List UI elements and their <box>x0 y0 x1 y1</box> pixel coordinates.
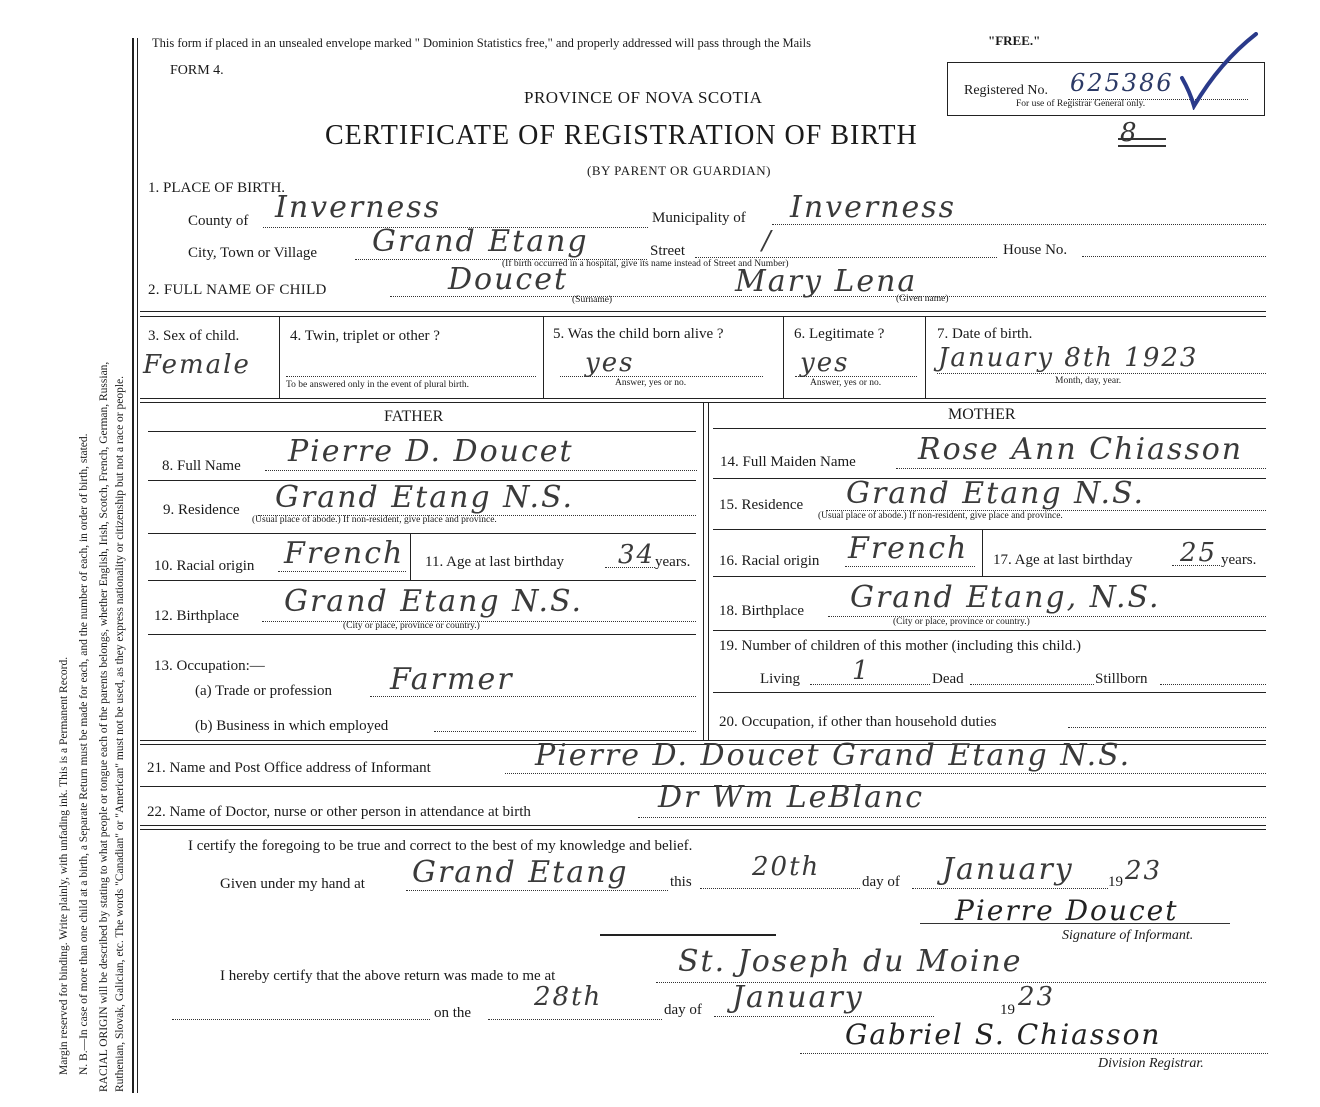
binding-margin <box>0 0 130 1107</box>
city-value: Grand Etang <box>372 224 589 259</box>
twin-note: To be answered only in the event of plural birth. <box>286 380 469 390</box>
mother-birthplace-note: (City or place, province or country.) <box>893 617 1030 627</box>
mother-racial-label: 16. Racial origin <box>719 553 820 569</box>
municipality-label: Municipality of <box>652 210 746 226</box>
on-the-label: on the <box>434 1005 472 1021</box>
given-note: (Given name) <box>896 294 949 304</box>
registrar-statement: I hereby certify that the above return was made to me at <box>220 968 556 984</box>
street-value: / <box>762 226 773 256</box>
father-heading: FATHER <box>384 408 444 425</box>
child-surname: Doucet <box>448 262 569 297</box>
registrar-note: For use of Registrar General only. <box>1016 99 1146 109</box>
city-label: City, Town or Village <box>188 245 318 261</box>
surname-note: (Surname) <box>572 295 613 305</box>
informant-signature: Pierre Doucet <box>955 894 1179 927</box>
mother-occupation-label: 20. Occupation, if other than household duties <box>719 714 997 730</box>
separator-rule <box>600 934 776 936</box>
father-birthplace-note: (City or place, province or country.) <box>343 621 480 631</box>
trade-label: (a) Trade or profession <box>195 683 333 699</box>
registered-label: Registered No. <box>964 83 1048 98</box>
father-name-label: 8. Full Name <box>162 458 241 474</box>
given-place: Grand Etang <box>412 855 629 890</box>
registrar-month: January <box>732 980 864 1015</box>
stillborn-label: Stillborn <box>1095 671 1148 687</box>
given-year-prefix: 19 <box>1108 874 1123 890</box>
certificate-title: CERTIFICATE OF REGISTRATION OF BIRTH <box>325 120 918 151</box>
registrar-signature-label: Division Registrar. <box>1098 1056 1204 1071</box>
father-residence-note: (Usual place of abode.) If non-resident, give place and province. <box>252 515 497 525</box>
hospital-note: (If birth occurred in a hospital, give its name instead of Street and Number) <box>502 259 789 269</box>
dead-label: Dead <box>932 671 964 687</box>
doctor-value: Dr Wm LeBlanc <box>658 780 925 815</box>
legitimate-label: 6. Legitimate ? <box>794 326 885 342</box>
dob-value: January 8th 1923 <box>938 343 1199 373</box>
registrar-signature: Gabriel S. Chiasson <box>845 1018 1162 1051</box>
province-heading: PROVINCE OF NOVA SCOTIA <box>524 88 763 107</box>
father-birthplace-label: 12. Birthplace <box>154 608 239 624</box>
mother-racial-origin: French <box>848 531 969 566</box>
mother-residence-note: (Usual place of abode.) If non-resident, give place and province. <box>818 511 1063 521</box>
father-years-label: years. <box>655 554 691 570</box>
free-label: "FREE." <box>988 33 1041 48</box>
alive-value: yes <box>585 348 635 378</box>
father-racial-origin: French <box>284 536 405 571</box>
dob-label: 7. Date of birth. <box>937 326 1033 342</box>
father-age-label: 11. Age at last birthday <box>425 554 564 570</box>
place-heading: 1. PLACE OF BIRTH. <box>148 180 286 196</box>
father-name: Pierre D. Doucet <box>288 434 574 469</box>
children-count-label: 19. Number of children of this mother (including this child.) <box>719 638 1082 654</box>
margin-note-4: Ruthenian, Slovak, Galician, etc. The words "Canadian" or "American" must not be used, as they express nationality or citizenship but not a race or people. <box>114 375 126 1092</box>
living-label: Living <box>760 671 800 687</box>
father-residence: Grand Etang N.S. <box>275 480 575 515</box>
margin-note-1: Margin reserved for binding. Write plainly, with unfading ink. This is a Permanent Record. <box>58 656 70 1075</box>
registrar-year-prefix: 19 <box>1000 1002 1015 1018</box>
certificate-subtitle: (BY PARENT OR GUARDIAN) <box>587 163 772 178</box>
given-month: January <box>942 852 1074 887</box>
mother-birthplace: Grand Etang, N.S. <box>850 580 1161 615</box>
registrar-day: 28th <box>534 982 603 1012</box>
legitimate-value: yes <box>800 348 850 378</box>
mother-birthplace-label: 18. Birthplace <box>719 603 804 619</box>
father-age: 34 <box>618 540 656 570</box>
father-trade: Farmer <box>390 662 514 697</box>
child-given-name: Mary Lena <box>735 264 918 299</box>
registrar-day-of-label: day of <box>664 1002 702 1018</box>
day-of-label: day of <box>862 874 900 890</box>
margin-rule-inner <box>137 38 138 1093</box>
sex-label: 3. Sex of child. <box>148 328 240 344</box>
margin-rule <box>132 38 134 1093</box>
mail-note: This form if placed in an unsealed envelope marked " Dominion Statistics free," and properly addressed will pass through the Mails <box>152 36 811 50</box>
mother-age-label: 17. Age at last birthday <box>993 552 1133 568</box>
county-label: County of <box>188 213 249 229</box>
margin-note-2: N. B.—In case of more than one child at a birth, a Separate Return must be made for each, and the number of each, in order of birth, stated. <box>78 433 90 1075</box>
mother-name: Rose Ann Chiasson <box>918 432 1244 467</box>
father-birthplace: Grand Etang N.S. <box>284 584 584 619</box>
check-mark-icon <box>1180 32 1260 110</box>
county-value: Inverness <box>275 190 442 225</box>
registered-number: 625386 <box>1070 69 1174 97</box>
registrar-place: St. Joseph du Moine <box>678 944 1023 979</box>
given-year: 23 <box>1125 856 1163 886</box>
mother-residence-label: 15. Residence <box>719 497 804 513</box>
alive-label: 5. Was the child born alive ? <box>553 326 724 342</box>
father-occupation-label: 13. Occupation:— <box>154 658 265 674</box>
house-label: House No. <box>1003 242 1068 258</box>
margin-note-3: RACIAL ORIGIN will be described by stating to what people or tongue each of the parents belongs, whether English, Irish, Scotch, French, German, Russian, <box>98 361 110 1092</box>
mother-residence: Grand Etang N.S. <box>846 476 1146 511</box>
legitimate-note: Answer, yes or no. <box>810 378 882 388</box>
father-racial-label: 10. Racial origin <box>154 558 255 574</box>
mother-age: 25 <box>1180 538 1218 568</box>
mother-name-label: 14. Full Maiden Name <box>720 454 856 470</box>
given-day: 20th <box>752 852 821 882</box>
business-label: (b) Business in which employed <box>195 718 389 734</box>
registrar-year: 23 <box>1018 982 1056 1012</box>
child-name-label: 2. FULL NAME OF CHILD <box>148 282 327 298</box>
sex-value: Female <box>143 350 251 380</box>
father-residence-label: 9. Residence <box>163 502 240 518</box>
living-count: 1 <box>852 656 871 686</box>
doctor-label: 22. Name of Doctor, nurse or other person in attendance at birth <box>147 804 531 820</box>
informant-label: 21. Name and Post Office address of Informant <box>147 760 431 776</box>
corner-mark: 8 <box>1120 118 1139 148</box>
informant-value: Pierre D. Doucet Grand Etang N.S. <box>535 738 1132 773</box>
mother-heading: MOTHER <box>948 406 1016 423</box>
municipality-value: Inverness <box>790 190 957 225</box>
this-label: this <box>670 874 692 890</box>
alive-note: Answer, yes or no. <box>615 378 687 388</box>
form-number: FORM 4. <box>170 63 224 78</box>
street-label: Street <box>650 243 685 259</box>
dob-note: Month, day, year. <box>1055 376 1122 386</box>
given-under-label: Given under my hand at <box>220 876 365 892</box>
mother-years-label: years. <box>1221 552 1257 568</box>
informant-signature-label: Signature of Informant. <box>1062 928 1194 943</box>
certify-statement: I certify the foregoing to be true and correct to the best of my knowledge and belief. <box>188 838 693 854</box>
twin-label: 4. Twin, triplet or other ? <box>290 328 440 344</box>
